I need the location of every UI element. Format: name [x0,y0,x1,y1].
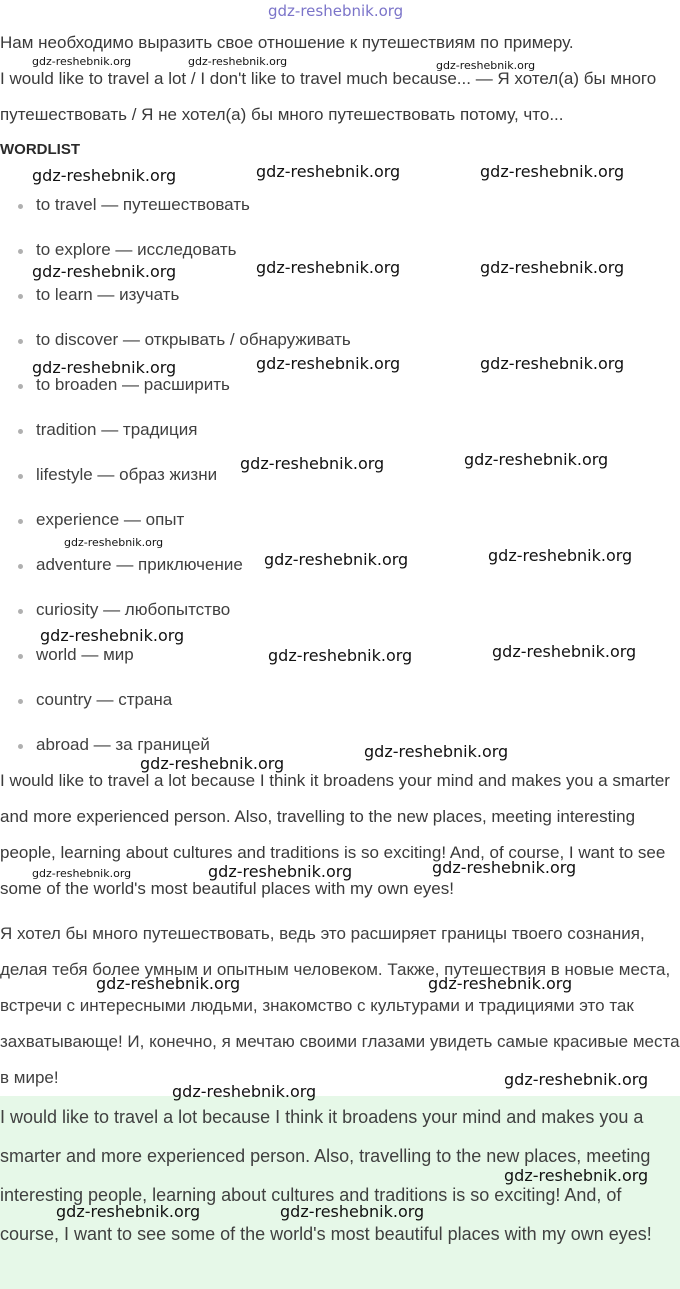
watermark: gdz-reshebnik.org [140,754,285,773]
wordlist-item: to broaden — расширить [0,367,351,412]
answer-block [0,1096,680,1289]
wordlist-item: adventure — приключение [0,547,351,592]
watermark: gdz-reshebnik.org [280,1202,425,1221]
watermark: gdz-reshebnik.org [240,454,385,473]
intro-example: I would like to travel a lot / I don't like to travel much because... — Я хотел(а) бы много путешествовать / Я не хотел(а) бы много путешествовать потому, что... [0,69,657,124]
watermark: gdz-reshebnik.org [64,536,164,549]
watermark: gdz-reshebnik.org [268,646,413,665]
watermark: gdz-reshebnik.org [264,550,409,569]
watermark: gdz-reshebnik.org [488,546,633,565]
watermark: gdz-reshebnik.org [172,1082,317,1101]
essay-russian: Я хотел бы много путешествовать, ведь это расширяет границы твоего сознания, делая тебя более умным и опытным человеком. Также, путешествия в новые места, встречи с интересными людьми, знакомство с культурами и традициями это так захватывающе! И, конечно, я мечтаю своими глазами увидеть самые красивые места в мире! [0,924,680,1087]
watermark: gdz-reshebnik.org [432,858,577,877]
wordlist-item: curiosity — любопытство [0,592,351,637]
watermark: gdz-reshebnik.org [32,166,177,185]
watermark: gdz-reshebnik.org [428,974,573,993]
watermark: gdz-reshebnik.org [32,55,132,68]
wordlist-item: experience — опыт [0,502,351,547]
wordlist-item: world — мир [0,637,351,682]
watermark: gdz-reshebnik.org [32,867,132,880]
watermark: gdz-reshebnik.org [208,862,353,881]
watermark: gdz-reshebnik.org [504,1166,649,1185]
wordlist-title: WORDLIST [0,141,80,158]
watermark: gdz-reshebnik.org [504,1070,649,1089]
watermark: gdz-reshebnik.org [364,742,509,761]
wordlist-item: tradition — традиция [0,412,351,457]
watermark: gdz-reshebnik.org [480,162,625,181]
site-watermark-header: gdz-reshebnik.org [268,2,404,20]
watermark: gdz-reshebnik.org [464,450,609,469]
watermark: gdz-reshebnik.org [56,1202,201,1221]
wordlist-item: to discover — открывать / обнаруживать [0,322,351,367]
watermark: gdz-reshebnik.org [96,974,241,993]
watermark: gdz-reshebnik.org [480,258,625,277]
intro-text: Нам необходимо выразить свое отношение к путешествиям по примеру. [0,33,574,52]
wordlist-item: to explore — исследовать [0,232,351,277]
watermark: gdz-reshebnik.org [32,262,177,281]
watermark: gdz-reshebnik.org [256,354,401,373]
watermark: gdz-reshebnik.org [32,358,177,377]
watermark: gdz-reshebnik.org [492,642,637,661]
watermark: gdz-reshebnik.org [480,354,625,373]
wordlist-item: to travel — путешествовать [0,187,351,232]
answer-text: I would like to travel a lot because I think it broadens your mind and makes you a smarter and more experienced person. Also, travelling to the new places, meeting interesting people, learning about cultures and traditions is so exciting! And, of course, I want to see some of the world's most beautiful places with my own eyes! [0,1107,652,1244]
watermark: gdz-reshebnik.org [256,258,401,277]
essay-english: I would like to travel a lot because I think it broadens your mind and makes you a smarter and more experienced person. Also, travelling to the new places, meeting interesting people, learning about cultures and traditions is so exciting! And, of course, I want to see some of the world's most beautiful places with my own eyes! [0,771,670,898]
watermark: gdz-reshebnik.org [188,55,288,68]
wordlist-item: country — страна [0,682,351,727]
wordlist-item: abroad — за границей [0,727,351,772]
watermark: gdz-reshebnik.org [40,626,185,645]
watermark: gdz-reshebnik.org [436,59,536,72]
wordlist-item: to learn — изучать [0,277,351,322]
wordlist-item: lifestyle — образ жизни [0,457,351,502]
watermark: gdz-reshebnik.org [256,162,401,181]
